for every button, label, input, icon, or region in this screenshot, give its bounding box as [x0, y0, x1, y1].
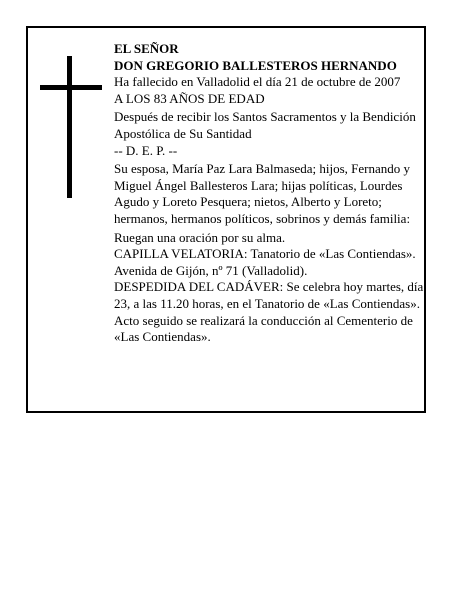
family-paragraph: Su esposa, María Paz Lara Balmaseda; hijos, Fernando y Miguel Ángel Ballesteros Lara; hijas políticas, Lourdes Agudo y Loreto Pesquera; nietos, Alberto y Loreto; hermanos, hermanos políticos, sobrinos y demás familia:: [114, 161, 411, 226]
deceased-title: EL SEÑOR: [114, 41, 179, 56]
deceased-name: DON GREGORIO BALLESTEROS HERNANDO: [114, 57, 397, 73]
prayer-line: Ruegan una oración por su alma.: [114, 229, 286, 245]
cross-vertical-bar: [67, 56, 72, 198]
dep-line: -- D. E. P. --: [114, 142, 178, 158]
death-line: Ha fallecido en Valladolid el día 21 de octubre de 2007: [114, 74, 401, 90]
chapel-paragraph: CAPILLA VELATORIA: Tanatorio de «Las Contiendas». Avenida de Gijón, nº 71 (Valladolid).: [114, 246, 416, 278]
latin-cross-icon: [40, 56, 102, 198]
sacraments-line: Después de recibir los Santos Sacramentos y la Bendición Apostólica de Su Santidad: [114, 109, 416, 141]
cross-horizontal-bar: [40, 85, 102, 90]
age-line: A LOS 83 AÑOS DE EDAD: [114, 90, 265, 106]
obituary-notice: [26, 26, 426, 413]
farewell-paragraph: DESPEDIDA DEL CADÁVER: Se celebra hoy martes, día 23, a las 11.20 horas, en el Tanatorio de «Las Contiendas». Acto seguido se realizará la conducción al Cementerio de «Las Contiendas».: [114, 279, 424, 345]
notice-text: [114, 41, 424, 346]
